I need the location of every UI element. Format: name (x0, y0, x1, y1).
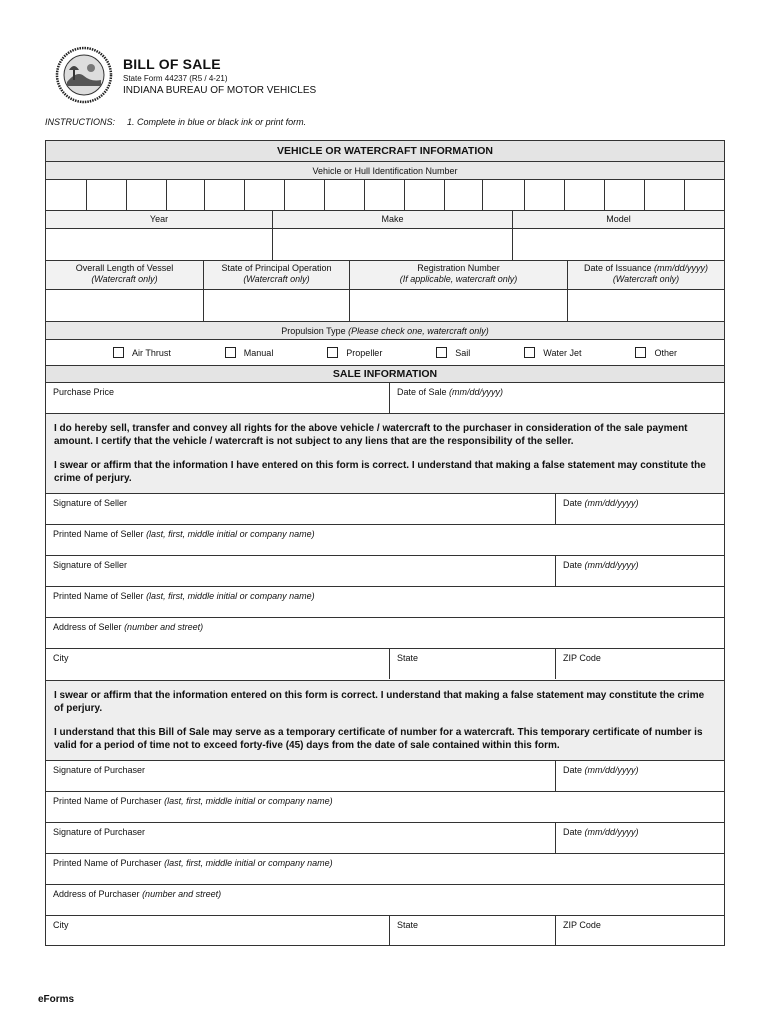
purchaser-printed-name-label: Printed Name of Purchaser (53, 796, 162, 806)
purchaser-state-field[interactable] (389, 916, 555, 946)
vin-char-2[interactable] (86, 180, 126, 210)
date-label: Date (563, 827, 583, 837)
seller-date-field-2[interactable] (555, 556, 724, 586)
seller-signature-field-2[interactable] (46, 556, 555, 586)
option-water-jet[interactable] (524, 347, 581, 358)
vin-char-10[interactable] (404, 180, 444, 210)
seller-signature-label: Signature of Seller (53, 498, 128, 508)
vin-label: Vehicle or Hull Identification Number (312, 165, 458, 176)
name-note: (last, first, middle initial or company name) (164, 858, 333, 868)
purchase-price-label: Purchase Price (53, 387, 115, 397)
seller-city-field[interactable] (46, 649, 389, 679)
option-sail[interactable] (436, 347, 470, 358)
model-field[interactable] (512, 229, 724, 260)
seller-state-field[interactable] (389, 649, 555, 679)
state-operation-field[interactable] (203, 290, 349, 321)
seller-zip-field[interactable] (555, 649, 724, 679)
purchaser-zip-field[interactable] (555, 916, 724, 946)
vin-char-12[interactable] (482, 180, 524, 210)
purchaser-printed-name-label: Printed Name of Purchaser (53, 858, 162, 868)
issuance-date-field[interactable] (567, 290, 724, 321)
checkbox-water-jet[interactable] (524, 347, 535, 358)
length-label-text: Overall Length of Vessel (75, 263, 174, 273)
option-label: Air Thrust (131, 347, 171, 358)
vin-char-8[interactable] (324, 180, 364, 210)
state-operation-label (203, 261, 349, 289)
seller-signature-field[interactable] (46, 494, 555, 524)
propulsion-label (281, 326, 488, 336)
option-propeller[interactable] (327, 347, 382, 358)
sale-section-title: SALE INFORMATION (332, 368, 438, 380)
issuance-date-label (567, 261, 724, 289)
make-field[interactable] (272, 229, 512, 260)
seller-printed-name-row-2 (46, 586, 724, 617)
model-label: Model (512, 211, 724, 228)
year-field[interactable] (46, 229, 272, 260)
instructions-label: INSTRUCTIONS: (45, 117, 116, 127)
watercraft-fields (46, 289, 724, 321)
seller-transfer-statement: I do hereby sell, transfer and convey all rights for the above vehicle / watercraft to the purchaser in consideration of the sale payment amount. I certify that the vehicle / watercraft is not subject to any liens that are the responsibility of the seller. (54, 423, 688, 447)
address-note: (number and street) (124, 622, 204, 632)
sale-date-format: (mm/dd/yyyy) (449, 387, 504, 397)
date-label: Date (563, 498, 583, 508)
option-manual[interactable] (225, 347, 274, 358)
registration-label (349, 261, 567, 289)
address-note: (number and street) (142, 889, 222, 899)
option-label: Water Jet (543, 347, 582, 358)
date-label: Date (563, 560, 583, 570)
city-label: City (53, 653, 69, 663)
vin-char-9[interactable] (364, 180, 404, 210)
sale-section-header (46, 365, 724, 382)
purchaser-signature-row-2 (46, 822, 724, 853)
issuance-format: (mm/dd/yyyy) (654, 263, 709, 273)
registration-label-text: Registration Number (417, 263, 500, 273)
date-format: (mm/dd/yyyy) (584, 827, 639, 837)
checkbox-sail[interactable] (436, 347, 447, 358)
eforms-brand: eForms (38, 994, 75, 1005)
seller-city-row (46, 648, 724, 680)
vin-char-3[interactable] (126, 180, 166, 210)
issuance-label-text: Date of Issuance (583, 263, 652, 273)
year-make-model-fields (46, 228, 724, 260)
seller-statement (46, 413, 724, 493)
registration-field[interactable] (349, 290, 567, 321)
name-note: (last, first, middle initial or company name) (164, 796, 333, 806)
state-label: State (397, 920, 419, 930)
sale-date-label: Date of Sale (397, 387, 447, 397)
purchaser-printed-name-row-2 (46, 853, 724, 884)
purchaser-address-row (46, 884, 724, 915)
seller-signature-row-1 (46, 493, 724, 524)
purchaser-date-field[interactable] (555, 761, 724, 791)
propulsion-options (46, 339, 724, 365)
vin-char-14[interactable] (564, 180, 604, 210)
checkbox-manual[interactable] (225, 347, 236, 358)
vin-char-1[interactable] (46, 180, 86, 210)
price-date-row (46, 382, 724, 413)
seller-address-field[interactable] (46, 618, 724, 648)
date-label: Date (563, 765, 583, 775)
issuing-bureau: INDIANA BUREAU OF MOTOR VEHICLES (123, 85, 317, 96)
option-label: Sail (455, 347, 471, 358)
name-note: (last, first, middle initial or company name) (146, 591, 315, 601)
seller-address-label: Address of Seller (53, 622, 122, 632)
purchase-price-field[interactable] (46, 383, 389, 413)
seller-printed-name-field[interactable] (46, 525, 724, 555)
vin-char-5[interactable] (204, 180, 244, 210)
seller-printed-name-field-2[interactable] (46, 587, 724, 617)
purchaser-signature-row-1 (46, 760, 724, 791)
vin-char-16[interactable] (644, 180, 684, 210)
purchaser-city-row (46, 915, 724, 945)
option-label: Other (654, 347, 677, 358)
seller-signature-label: Signature of Seller (53, 560, 128, 570)
propulsion-label-text: Propulsion Type (281, 325, 346, 336)
city-label: City (53, 920, 69, 930)
temporary-certificate-statement: I understand that this Bill of Sale may serve as a temporary certificate of number for a watercraft. This temporary certificate of number is valid for a period of time not to exceed forty-five (45) days from the date of sale contained within this form. (54, 727, 703, 751)
date-format: (mm/dd/yyyy) (584, 498, 639, 508)
purchaser-signature-field-2[interactable] (46, 823, 555, 853)
seller-printed-name-row-1 (46, 524, 724, 555)
vin-char-4[interactable] (166, 180, 204, 210)
sale-date-field[interactable] (389, 383, 724, 413)
purchaser-printed-name-field[interactable] (46, 792, 724, 822)
purchaser-signature-field[interactable] (46, 761, 555, 791)
form-number: State Form 44237 (R5 / 4-21) (123, 74, 228, 83)
purchaser-signature-label: Signature of Purchaser (53, 827, 146, 837)
purchaser-city-field[interactable] (46, 916, 389, 946)
name-note: (last, first, middle initial or company name) (146, 529, 315, 539)
propulsion-note: (Please check one, watercraft only) (348, 325, 489, 336)
purchaser-date-field-2[interactable] (555, 823, 724, 853)
vin-label-row (46, 161, 724, 179)
zip-label: ZIP Code (563, 920, 601, 930)
year-label: Year (46, 211, 272, 228)
date-format: (mm/dd/yyyy) (584, 765, 639, 775)
checkbox-other[interactable] (635, 347, 646, 358)
state-label: State (397, 653, 419, 663)
purchaser-statement (46, 680, 724, 760)
state-operation-note: (Watercraft only) (243, 274, 310, 284)
bill-of-sale-form (45, 140, 725, 946)
checkbox-propeller[interactable] (327, 347, 338, 358)
length-field[interactable] (46, 290, 203, 321)
purchaser-printed-name-field-2[interactable] (46, 854, 724, 884)
vin-boxes (46, 179, 724, 210)
purchaser-signature-label: Signature of Purchaser (53, 765, 146, 775)
issuance-note: (Watercraft only) (612, 274, 680, 284)
option-label: Propeller (346, 347, 383, 358)
option-other[interactable] (635, 347, 677, 358)
indiana-state-seal-icon (55, 46, 113, 104)
purchaser-perjury-statement: I swear or affirm that the information entered on this form is correct. I understand that making a false statement may constitute the crime of perjury. (54, 690, 705, 714)
instructions (45, 117, 306, 127)
length-label (46, 261, 203, 289)
seller-printed-name-label: Printed Name of Seller (53, 591, 144, 601)
form-header (55, 46, 715, 106)
seller-address-row (46, 617, 724, 648)
vin-char-6[interactable] (244, 180, 284, 210)
purchaser-printed-name-row-1 (46, 791, 724, 822)
instructions-text: 1. Complete in blue or black ink or print form. (127, 117, 307, 127)
option-air-thrust[interactable] (113, 347, 171, 358)
year-make-model-labels (46, 210, 724, 228)
length-note: (Watercraft only) (91, 274, 158, 284)
make-label: Make (272, 211, 512, 228)
purchaser-address-field[interactable] (46, 885, 724, 915)
state-operation-label-text: State of Principal Operation (221, 263, 332, 273)
seller-date-field[interactable] (555, 494, 724, 524)
watercraft-labels (46, 260, 724, 289)
seller-printed-name-label: Printed Name of Seller (53, 529, 144, 539)
form-title: BILL OF SALE (123, 56, 221, 72)
vin-char-7[interactable] (284, 180, 324, 210)
vin-char-11[interactable] (444, 180, 482, 210)
purchaser-address-label: Address of Purchaser (53, 889, 140, 899)
checkbox-air-thrust[interactable] (113, 347, 124, 358)
vin-char-15[interactable] (604, 180, 644, 210)
option-label: Manual (243, 347, 274, 358)
date-format: (mm/dd/yyyy) (584, 560, 639, 570)
vehicle-section-title: VEHICLE OR WATERCRAFT INFORMATION (276, 145, 493, 157)
zip-label: ZIP Code (563, 653, 601, 663)
vin-char-13[interactable] (524, 180, 564, 210)
registration-note: (If applicable, watercraft only) (399, 274, 518, 284)
seller-signature-row-2 (46, 555, 724, 586)
propulsion-label-row (46, 321, 724, 339)
vehicle-section-header (46, 141, 724, 161)
seller-perjury-statement: I swear or affirm that the information I have entered on this form is correct. I understand that making a false statement may constitute the crime of perjury. (54, 460, 706, 484)
vin-char-17[interactable] (684, 180, 724, 210)
